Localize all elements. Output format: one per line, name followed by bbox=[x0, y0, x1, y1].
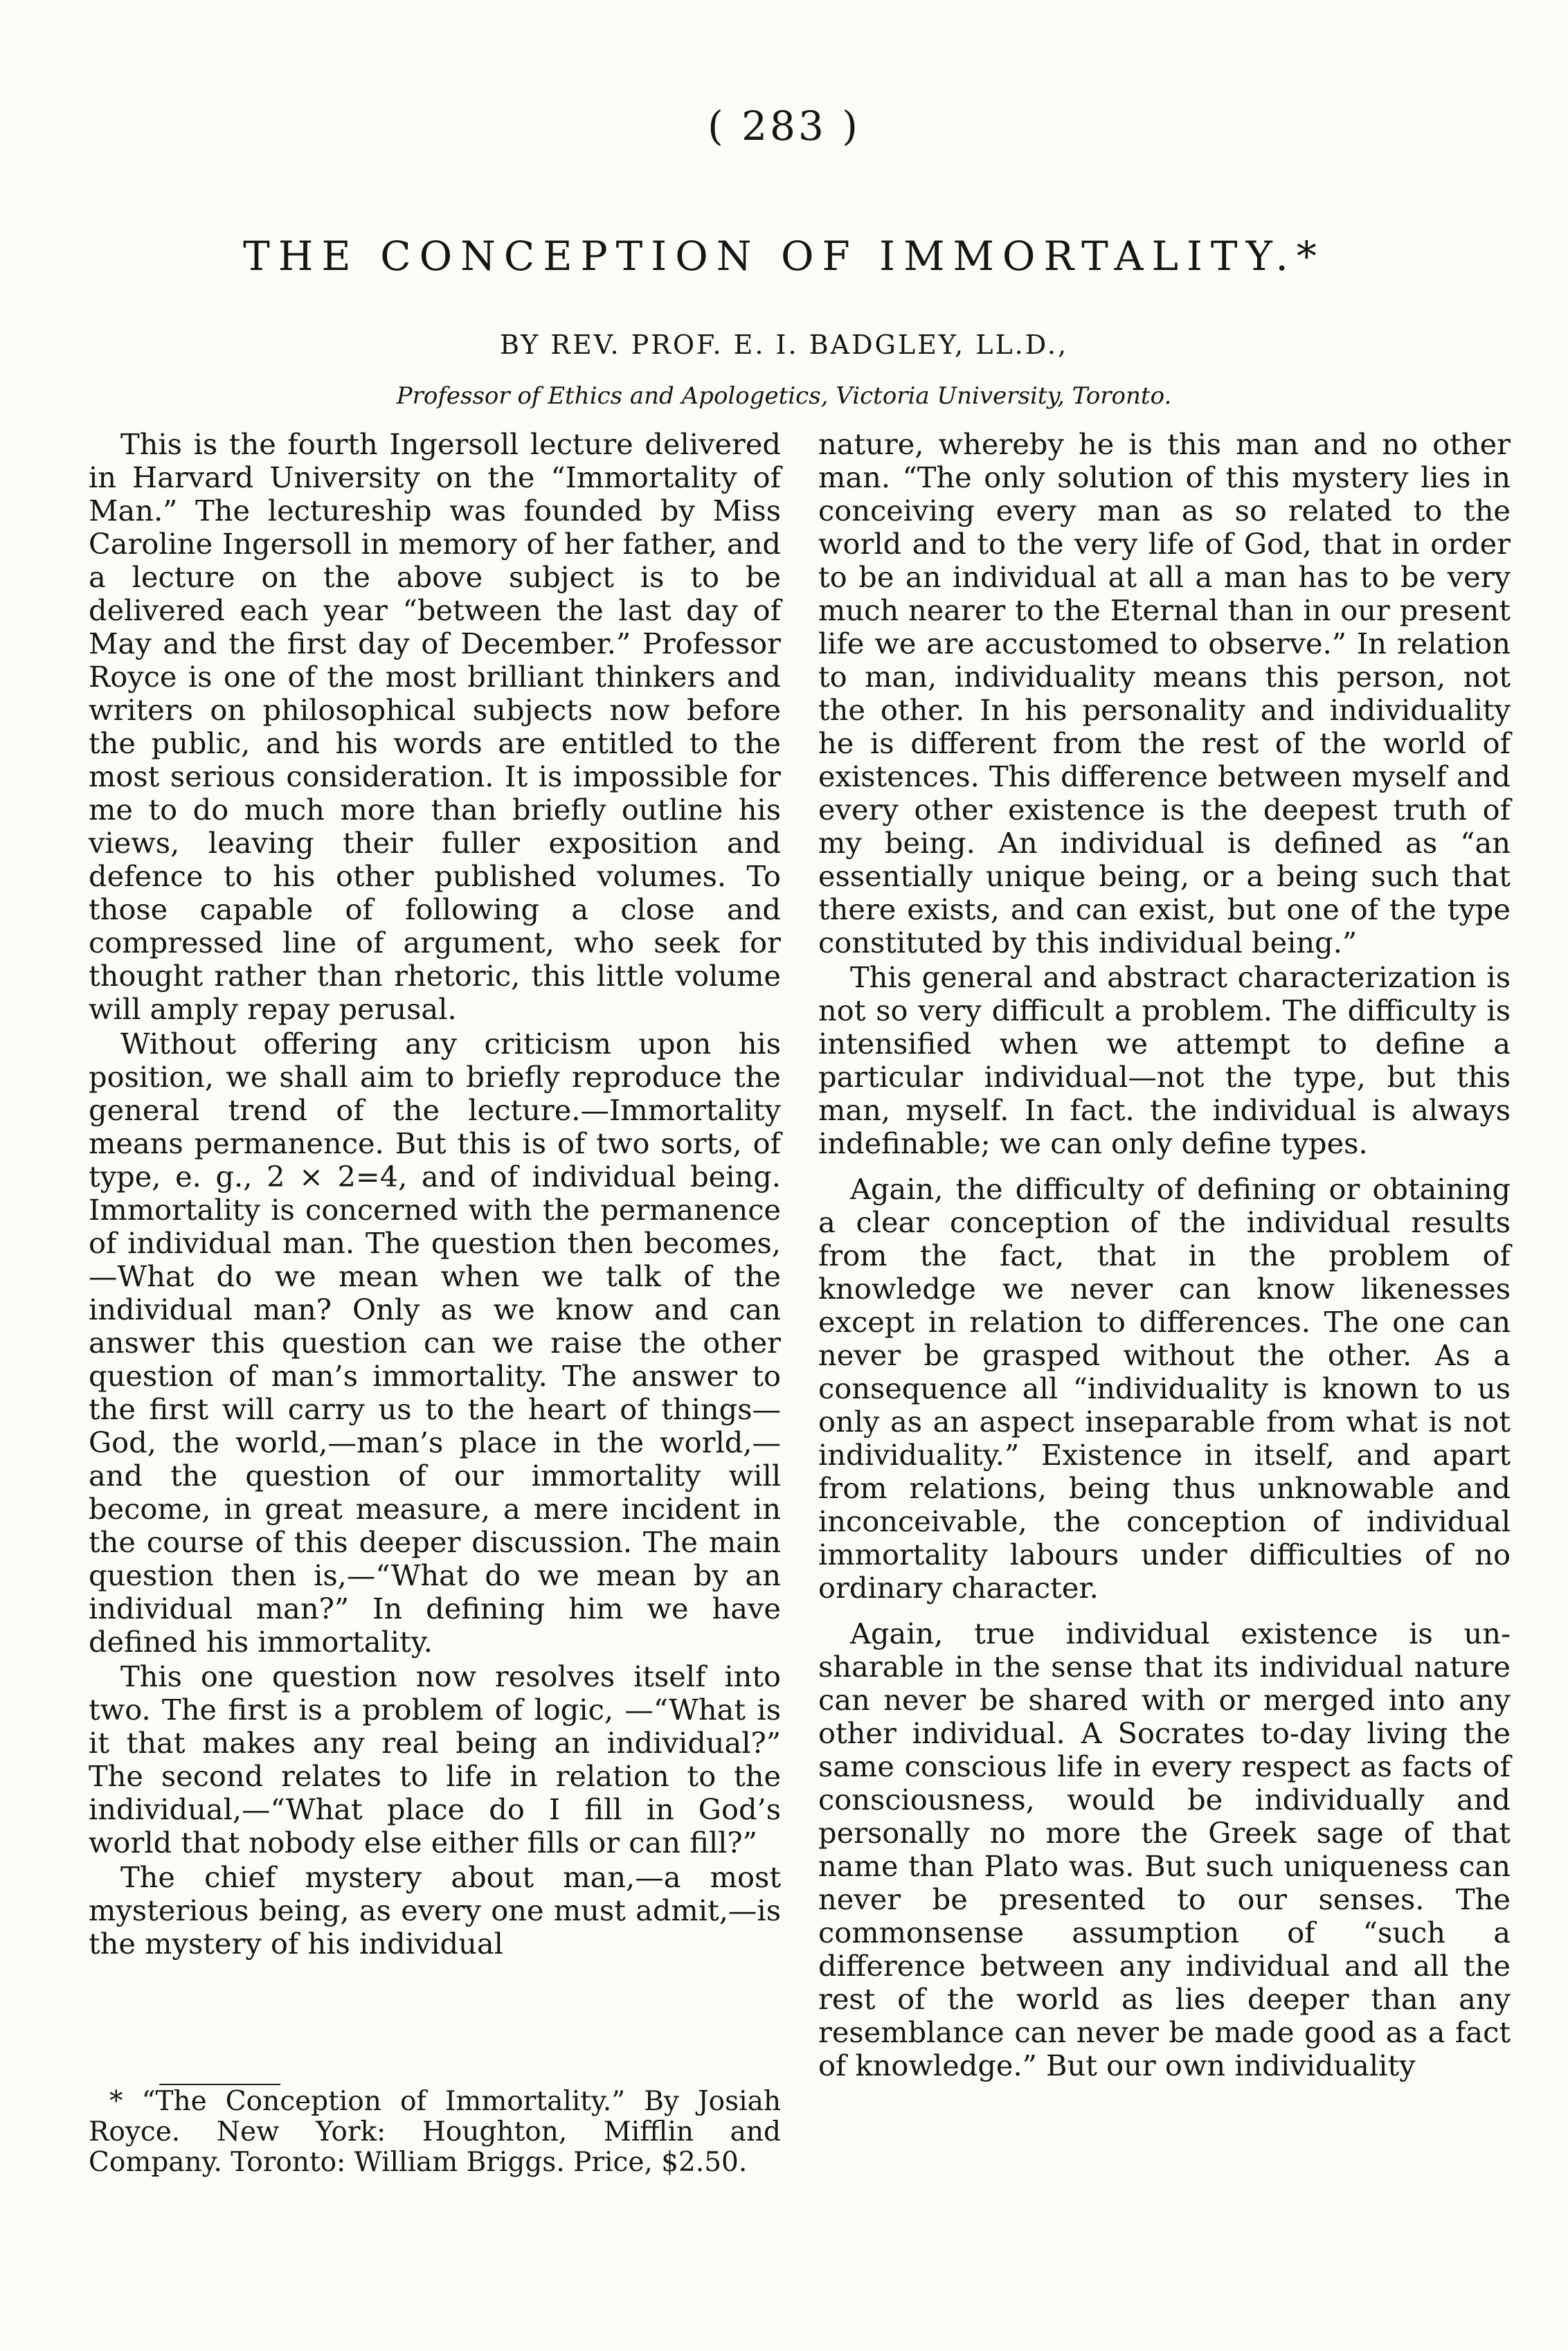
paragraph: Again, true individual existence is unsharable in the sense that its individual nature can never be shared with or merged into any other individual. A Socrates to-day living the same conscious life in every respect as facts of consciousness, would be individually and personally no more the Greek sage of that name than Plato was. But such uniqueness can never be presented to our senses. The commonsense assumption of “such a difference between any individual and all the rest of the world as lies deeper than any resemblance can never be made good as a fact of knowledge.” But our own individuality bbox=[818, 1616, 1511, 2082]
paragraph: The chief mystery about man,—a most mysterious being, as every one must admit,—is the mystery of his individual bbox=[89, 1860, 781, 1961]
paragraph: Again, the difficulty of defining or obtaining a clear conception of the individual results from the fact, that in the problem of knowledge we never can know likenesses except in relation to differences. The one can never be grasped without the other. As a consequence all “individuality is known to us only as an aspect inseparable from what is not individuality.” Existence in itself, and apart from relations, being thus unknowable and inconceivable, the conception of individual immortality labours under difficulties of no ordinary character. bbox=[818, 1172, 1511, 1605]
right-column bbox=[818, 428, 1511, 2311]
page-number: ( 283 ) bbox=[708, 102, 860, 150]
paragraph: This general and abstract characterization is not so very difficult a problem. The difficulty is intensified when we attempt to define a particular individual—not the type, but this man, myself. In fact. the individual is always indefinable; we can only define types. bbox=[818, 960, 1511, 1160]
footnote bbox=[89, 2087, 781, 2178]
left-column bbox=[89, 428, 781, 2311]
paragraph: This is the fourth Ingersoll lecture delivered in Harvard University on the “Immortality of Man.” The lectureship was founded by Miss Caroline Ingersoll in memory of her father, and a lecture on the above subject is to be delivered each year “between the last day of May and the first day of December.” Professor Royce is one of the most brilliant thinkers and writers on philosophical subjects now before the public, and his words are entitled to the most serious consideration. It is impossible for me to do much more than briefly outline his views, leaving their fuller exposition and defence to his other published volumes. To those capable of following a close and compressed line of argument, who seek for thought rather than rhetoric, this little volume will amply repay perusal. bbox=[89, 427, 781, 1026]
article-title: THE CONCEPTION OF IMMORTALITY.* bbox=[243, 233, 1325, 280]
paragraph: nature, whereby he is this man and no other man. “The only solution of this mystery lies in conceiving every man as so related to the world and to the very life of God, that in order to be an individual at all a man has to be very much nearer to the Eternal than in our present life we are accustomed to observe.” In relation to man, individuality means this person, not the other. In his personality and individuality he is different from the rest of the world of existences. This difference between myself and every other existence is the deepest truth of my being. An individual is defined as “an essentially unique being, or a being such that there exists, and can exist, but one of the type constituted by this individual being.” bbox=[818, 427, 1511, 960]
byline: BY REV. PROF. E. I. BADGLEY, LL.D., bbox=[499, 330, 1069, 360]
footnote-rule bbox=[159, 2084, 280, 2085]
paragraph: Without offering any criticism upon his position, we shall aim to briefly reproduce the general trend of the lecture.—Immortality means permanence. But this is of two sorts, of type, e. g., 2 × 2=4, and of individual being. Immortality is concerned with the permanence of individual man. The question then becomes,—What do we mean when we talk of the individual man? Only as we know and can answer this question can we raise the other question of man’s immortality. The answer to the first will carry us to the heart of things—God, the world,—man’s place in the world,—and the question of our immortality will become, in great measure, a mere incident in the course of this deeper discussion. The main question then is,—“What do we mean by an individual man?” In defining him we have defined his immortality. bbox=[89, 1027, 781, 1659]
footnote-text: * “The Conception of Immortality.” By Josiah Royce. New York: Houghton, Mifflin and Company. Toronto: William Briggs. Price, $2.50. bbox=[89, 2086, 781, 2178]
paragraph: This one question now resolves itself into two. The first is a problem of logic, —“What is it that makes any real being an individual?” The second relates to life in relation to the individual,—“What place do I fill in God’s world that nobody else either fills or can fill?” bbox=[89, 1659, 781, 1859]
affiliation: Professor of Ethics and Apologetics, Victoria University, Toronto. bbox=[396, 382, 1172, 410]
